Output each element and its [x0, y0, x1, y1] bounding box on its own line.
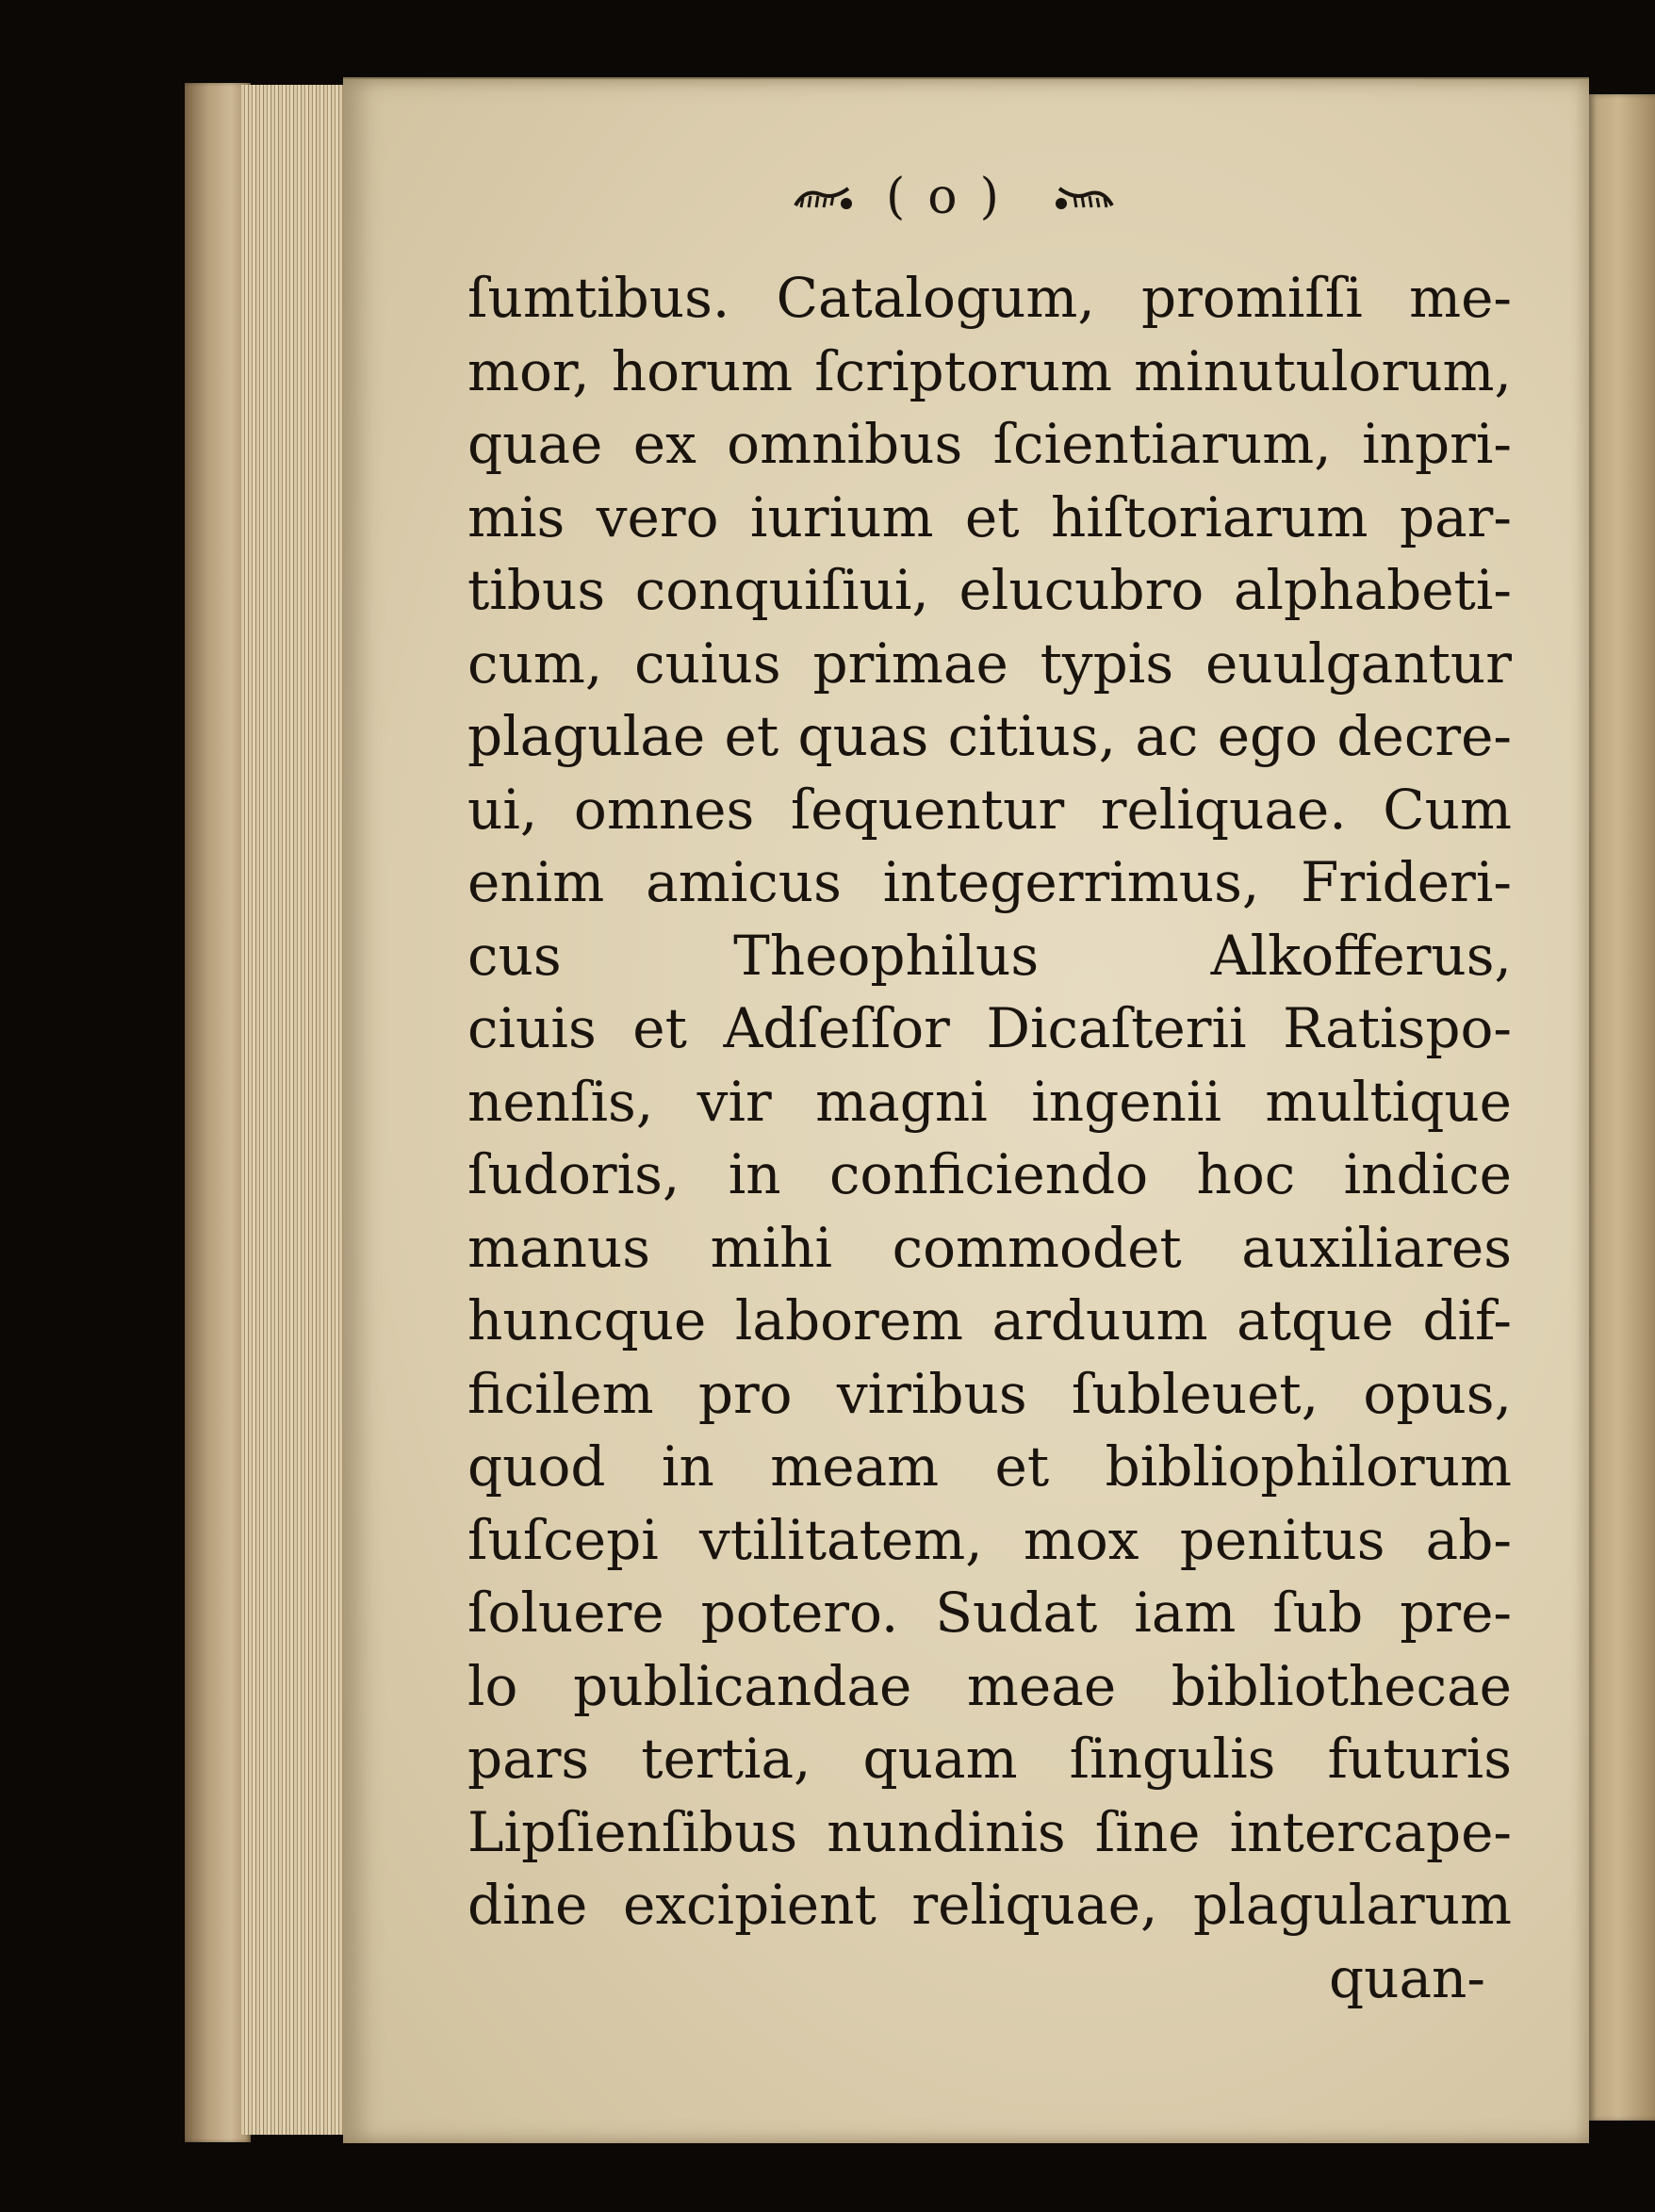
text-line: plagulae et quas citius, ac ego decre- [467, 704, 1512, 768]
text-line: quae ex omnibus ſcientiarum, inpri- [467, 412, 1512, 476]
text-line: mis vero iurium et hiſtoriarum par- [467, 484, 1512, 549]
running-head [792, 169, 1116, 225]
fore-edge [1589, 94, 1655, 2121]
text-line: ſumtibus. Catalogum, promiſſi me- [467, 266, 1512, 330]
body-text [467, 262, 1512, 2015]
text-line: cum, cuius primae typis euulgantur [467, 631, 1512, 696]
text-line: pars tertia, quam ſingulis futuris [467, 1727, 1512, 1791]
text-line: enim amicus integerrimus, Frideri- [467, 850, 1512, 914]
text-line: tibus conquiſiui, elucubro alphabeti- [467, 558, 1512, 622]
text-line: Lipſienſibus nundinis ſine intercape- [467, 1799, 1512, 1864]
text-line: quod in meam et bibliophilorum [467, 1434, 1512, 1499]
text-line: cus Theophilus Alkofferus, [467, 923, 1512, 988]
text-line: ficilem pro viribus ſubleuet, opus, [467, 1361, 1512, 1426]
ornament-right-icon [1054, 181, 1116, 213]
text-line: dine excipient reliquae, plagularum [467, 1873, 1512, 1937]
text-line: ſoluere potero. Sudat iam ſub pre- [467, 1581, 1512, 1645]
text-line: ſudoris, in conficiendo hoc indice [467, 1142, 1512, 1206]
text-line: lo publicandae meae bibliothecae [467, 1653, 1512, 1718]
text-line: mor, horum ſcriptorum minutulorum, [467, 338, 1512, 403]
text-line: ciuis et Adſeſſor Dicaſterii Ratispo- [467, 996, 1512, 1060]
text-line: huncque laborem arduum atque dif- [467, 1288, 1512, 1352]
text-line: nenſis, vir magni ingenii multique [467, 1069, 1512, 1134]
catchword: quan- [1328, 1945, 1485, 2010]
page-number: (o) [886, 169, 1022, 225]
ornament-left-icon [792, 181, 854, 213]
text-line: ui, omnes ſequentur reliquae. Cum [467, 777, 1512, 842]
text-line: ſuſcepi vtilitatem, mox penitus ab- [467, 1507, 1512, 1572]
text-line: manus mihi commodet auxiliares [467, 1215, 1512, 1280]
